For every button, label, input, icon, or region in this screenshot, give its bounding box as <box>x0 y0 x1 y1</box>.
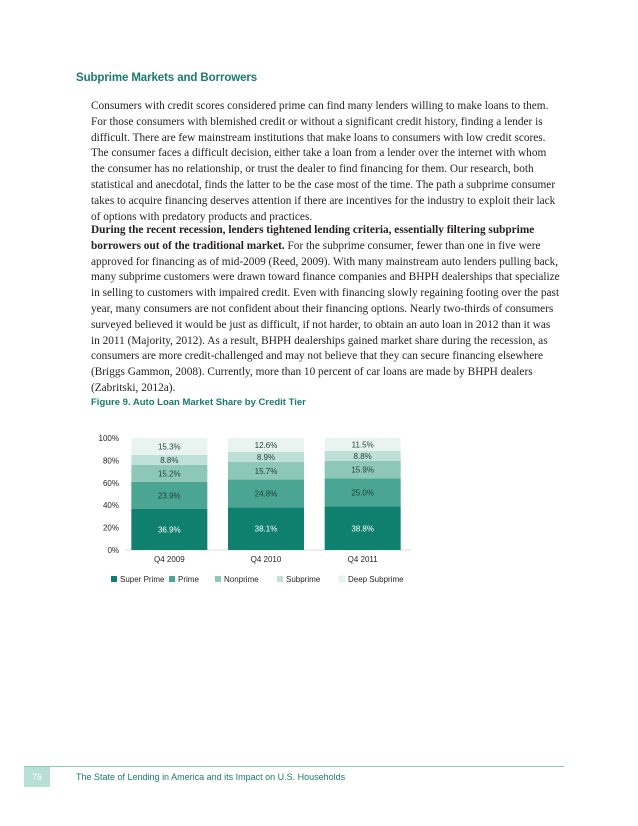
page-number: 76 <box>24 767 50 787</box>
bar-value-label: 38.8% <box>351 524 375 534</box>
legend-label: Super Prime <box>120 575 165 584</box>
bar-value-label: 15.9% <box>351 465 375 475</box>
bar-value-label: 38.1% <box>254 524 278 534</box>
footer-rule <box>24 766 564 767</box>
legend-label: Deep Subprime <box>348 575 404 584</box>
bar-value-label: 8.8% <box>353 451 372 461</box>
legend-swatch <box>277 576 283 582</box>
bar-value-label: 36.9% <box>157 525 181 535</box>
bar-value-label: 12.6% <box>254 440 278 450</box>
y-tick-label: 20% <box>102 523 119 533</box>
bar-value-label: 11.5% <box>351 440 374 450</box>
bar-value-label: 23.9% <box>157 491 181 501</box>
footer-title: The State of Lending in America and its Impact on U.S. Households <box>76 772 346 782</box>
paragraph-2-text: For the subprime consumer, fewer than one in five were approved for financing as of mid-2009 (Reed, 2009). With many mainstream auto lenders pulling back, many subprime customers were drawn toward finance companies and BHPH dealerships that specialize in selling to customers with impaired credit. Even with financing slowly regaining footing over the past year, many consumers are not confident about their financing options. Nearly two-thirds of consumers surveyed believed it would be just as difficult, if not harder, to obtain an auto loan in 2012 than it was in 2011 (Majority, 2012). As a result, BHPH dealerships gained market share during the recession, as consumers are more credit-challenged and may not believe that they can secure financing elsewhere (Briggs Gammon, 2008). Currently, more than 10 percent of car loans are made by BHPH dealers (Zabritski, 2012a). <box>91 239 560 394</box>
stacked-bar-chart <box>91 420 421 610</box>
bar-value-label: 15.3% <box>157 442 181 452</box>
bar-value-label: 15.7% <box>254 466 278 476</box>
figure-caption: Figure 9. Auto Loan Market Share by Credit Tier <box>91 397 306 408</box>
bar-value-label: 8.9% <box>256 452 276 462</box>
x-category-label: Q4 2011 <box>347 555 378 564</box>
paragraph-2-bold: During the recent recession, lenders tightened lending criteria, essentially filtering subprime borrowers out of the traditional market. <box>91 224 535 252</box>
bar-value-label: 15.2% <box>157 469 181 479</box>
legend-swatch <box>339 576 345 582</box>
x-category-label: Q4 2009 <box>153 555 185 564</box>
bar-value-label: 24.8% <box>254 489 278 499</box>
legend-label: Prime <box>178 575 199 584</box>
legend-swatch <box>169 576 175 582</box>
bar-value-label: 8.8% <box>160 455 179 465</box>
y-tick-label: 100% <box>98 434 119 443</box>
legend-swatch <box>111 576 117 582</box>
paragraph-2 <box>91 223 561 397</box>
y-tick-label: 80% <box>102 456 119 466</box>
x-category-label: Q4 2010 <box>250 555 282 564</box>
legend-label: Subprime <box>286 575 321 584</box>
chart-svg <box>91 420 421 610</box>
legend-label: Nonprime <box>224 575 259 584</box>
legend-swatch <box>215 576 221 582</box>
paragraph-1: Consumers with credit scores considered prime can find many lenders willing to make loans to them. For those consumers with blemished credit or without a significant credit history, finding a lender is difficult. There are few mainstream institutions that make loans to consumers with low credit scores. The consumer faces a difficult decision, either take a loan from a lender over the internet with whom the consumer has no relationship, or trust the dealer to find financing for them. Our research, both statistical and anecdotal, finds the latter to be the case most of the time. The path a subprime consumer takes to acquire financing deserves attention if there are incentives for the industry to exploit their lack of options with predatory products and practices. <box>91 100 556 223</box>
y-tick-label: 0% <box>107 546 119 555</box>
section-heading: Subprime Markets and Borrowers <box>76 72 258 84</box>
bar-value-label: 25.0% <box>351 488 375 498</box>
y-tick-label: 40% <box>102 501 119 511</box>
y-tick-label: 60% <box>102 478 119 488</box>
